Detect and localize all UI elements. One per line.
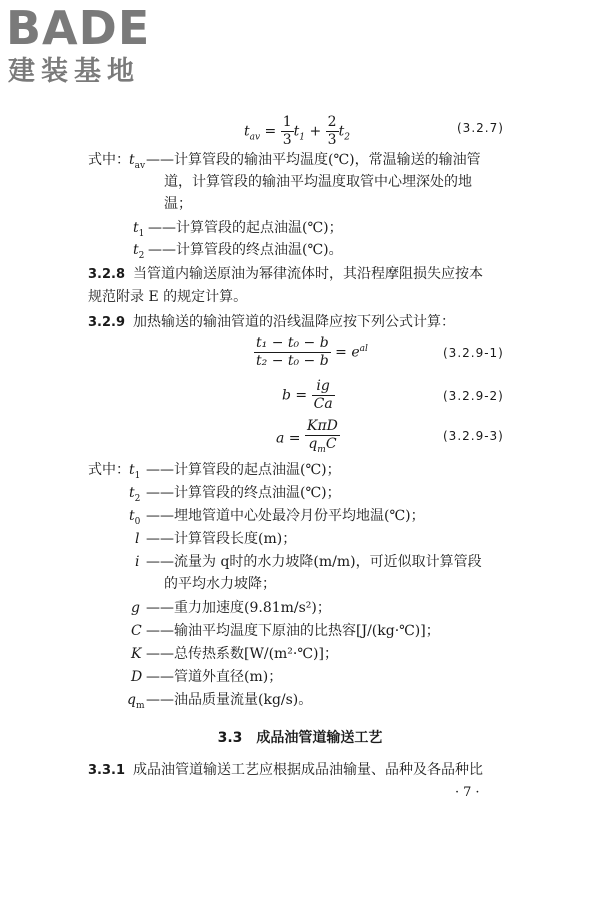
where2-i-desc-line1: ——流量为 q时的水力坡降(m/m)，可近似取计算管段 <box>146 554 482 570</box>
where2-c-desc: ——输油平均温度下原油的比热容[J/(kg·℃)]； <box>146 623 440 639</box>
equation-number-3-2-9-1: (3.2.9-1) <box>443 346 504 360</box>
clause-3-2-8-line2: 规范附录 E 的规定计算。 <box>88 289 248 305</box>
where2-t1-symbol: $t_1$ <box>129 462 141 481</box>
formula-3-2-9-3: a = $\frac{\text{KπD}}{q_mC}$ <box>276 418 338 455</box>
equation-number-3-2-9-2: (3.2.9-2) <box>443 389 504 403</box>
where1-t1-desc: ——计算管段的起点油温(℃)； <box>148 220 343 236</box>
where2-t2-desc: ——计算管段的终点油温(℃)； <box>146 485 341 501</box>
where1-tav-symbol: $t_{av}$ <box>129 152 146 171</box>
where1-tav-line3: 温； <box>164 196 192 212</box>
where2-t2-symbol: $t_2$ <box>129 485 141 504</box>
logo-chinese: 建装基地 <box>8 56 140 87</box>
where2-qm-desc: ——油品质量流量(kg/s)。 <box>146 692 313 708</box>
where1-t2-desc: ——计算管段的终点油温(℃)。 <box>148 242 343 258</box>
where1-tav-line2: 道，计算管段的输油平均温度取管中心埋深处的地 <box>164 174 472 190</box>
page-number: ·7· <box>455 785 484 800</box>
where2-t0-symbol: $t_0$ <box>129 508 141 527</box>
where2-c-symbol: C <box>131 623 142 639</box>
where2-t1-desc: ——计算管段的起点油温(℃)； <box>146 462 341 478</box>
clause-3-2-9: 3.2.9 加热输送的输油管道的沿线温降应按下列公式计算： <box>88 314 456 330</box>
where2-qm-symbol: $q_m$ <box>127 692 145 711</box>
where2-t0-desc: ——埋地管道中心处最冷月份平均地温(℃)； <box>146 508 425 524</box>
section-heading-3-3: 3.3 成品油管道输送工艺 <box>217 730 383 746</box>
where2-g-desc: ——重力加速度(9.81m/s²)； <box>146 600 331 616</box>
brand-logo <box>6 2 176 90</box>
where2-k-desc: ——总传热系数[W/(m²·℃)]； <box>146 646 338 662</box>
where1-tav-line1: ——计算管段的输油平均温度(℃)，常温输送的输油管 <box>146 152 481 168</box>
equation-number-3-2-9-3: (3.2.9-3) <box>443 429 504 443</box>
formula-3-2-9-1: $\frac{\text{t₁ − t₀ − b}}{\text{t₂ − t₀ − b}}$ = $e^{al}$ <box>256 335 368 369</box>
where2-d-symbol: D <box>131 669 143 685</box>
where2-l-symbol: l <box>135 531 140 547</box>
where1-t2-symbol: $t_2$ <box>133 242 145 261</box>
where2-d-desc: ——管道外直径(m)； <box>146 669 283 685</box>
where-prefix-2: 式中： <box>88 462 130 478</box>
where1-t1-symbol: $t_1$ <box>133 220 145 239</box>
where2-l-desc: ——计算管段长度(m)； <box>146 531 297 547</box>
clause-3-3-1: 3.3.1 成品油管道输送工艺应根据成品油输量、品种及各品种比 <box>88 762 484 778</box>
formula-3-2-7: $t_{av}$ = $\frac{1}{3}$ $t_1$ + $\frac{2}{3}$ $t_2$ <box>244 114 350 148</box>
where2-i-symbol: i <box>135 554 140 570</box>
where2-g-symbol: g <box>131 600 140 616</box>
clause-3-2-8: 3.2.8 当管道内输送原油为幂律流体时，其沿程摩阻损失应按本 <box>88 266 484 282</box>
where2-k-symbol: K <box>131 646 142 662</box>
where-prefix-1: 式中： <box>88 152 130 168</box>
where2-i-desc-line2: 的平均水力坡降； <box>164 576 276 592</box>
formula-3-2-9-2: b = $\frac{ig}{Ca}$ <box>282 378 333 412</box>
logo-wordmark: BADE <box>6 1 151 55</box>
equation-number-3-2-7: (3.2.7) <box>457 121 504 135</box>
